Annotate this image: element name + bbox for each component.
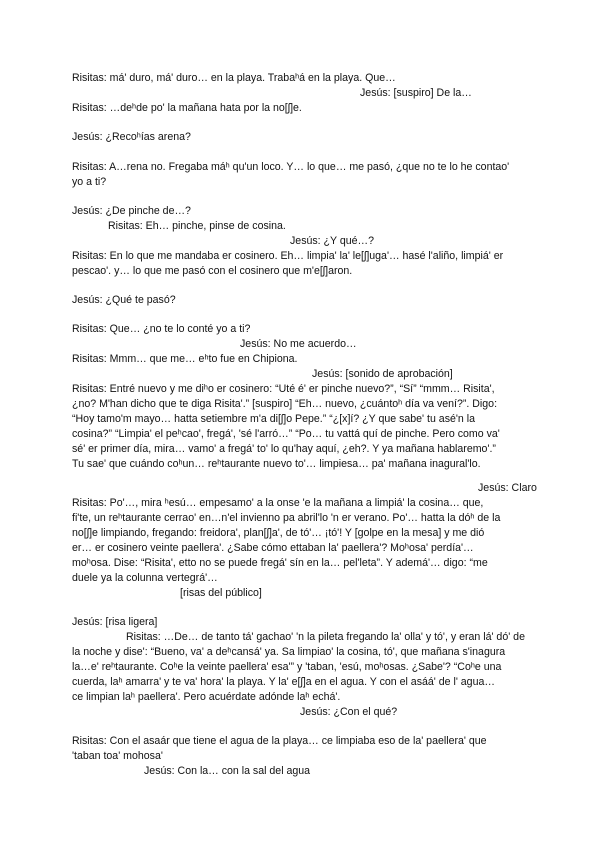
transcript-line: Risitas: Que… ¿no te lo conté yo a ti? — [72, 323, 251, 335]
transcript-line: Risitas: …deʰde po' la mañana hata por la no[ʃ]e. — [72, 102, 302, 114]
transcript-line: [risas del público] — [180, 587, 262, 599]
transcript-line: ¿no? M'han dicho que te diga Risita'.” [suspiro] “Eh… nuevo, ¿cuántoʰ día va vení?”. Digo: — [72, 398, 498, 410]
transcript-line: Jesús: Con la… con la sal del agua — [144, 765, 311, 777]
transcript-line: Risitas: Mmm… que me… eʰto fue en Chipiona. — [72, 353, 298, 365]
transcript-line: Risitas: A…rena no. Fregaba máʰ qu'un loco. Y… lo que… me pasó, ¿que no te lo he contao' — [72, 161, 510, 173]
transcript-line: no[ʃ]e limpiando, fregando: freidora', plan[ʃ]a', de tó'… ¡tó'! Y [golpe en la mesa] y me dió — [72, 527, 485, 539]
transcript-line: Jesús: ¿Recoʰías arena? — [72, 131, 191, 143]
transcript-line: Risitas: Con el asaár que tiene el agua de la playa… ce limpiaba eso de la' paellera' que — [72, 735, 487, 747]
transcript-line: fi'te, un reʰtaurante cerrao' en…n'el invienno pa abril'lo 'n er verano. Po'… hatta la dóʰ de la — [72, 512, 501, 524]
transcript-line: moʰosa. Dise: “Risita', etto no se puede fregá' sín en la… pel'leta”. Y ademá'… digo: “me — [72, 557, 488, 569]
transcript-line: sé' er primer día, mira… vamo' a fregá' to' lo qu'hay aquí, ¿eh?. Y ya mañana hablaremo'.” — [72, 443, 496, 455]
transcript-line: Jesús: ¿Y qué…? — [290, 235, 375, 247]
transcript-line: Risitas: Eh… pinche, pinse de cosina. — [108, 220, 286, 232]
transcript-line: Jesús: No me acuerdo… — [240, 338, 357, 350]
transcript-line: “Hoy tamo'm mayo… hatta setiembre m'a di[ʃ]o Pepe.” “¿[x]í? ¿Y que sabe' tu asé'n la — [72, 413, 475, 425]
transcript-line: cuerda, laʰ amarra' y te va' hora' la playa. Y la' e[ʃ]a en el agua. Y con el asáá' de l' agua… — [72, 676, 495, 688]
transcript-line: duele ya la colunna vertegrá'… — [72, 572, 218, 584]
transcript-line: Jesús: Claro — [478, 482, 537, 494]
transcript-line: cosina?” “Limpia' el peʰcao', fregá', 'sé l'arró…” “Po… tu vattá quí de pinche. Pero como va' — [72, 428, 500, 440]
transcript-line: Risitas: má' duro, má' duro… en la playa. Trabaʰá en la playa. Que… — [72, 72, 396, 84]
transcript-line: la…e' reʰtaurante. Coʰe la veinte paellera' esa'” y 'taban, 'esú, moʰosas. ¿Sabe'? “Coʰe una — [72, 661, 502, 673]
transcript-line: Risitas: …De… de tanto tá' gachao' 'n la pileta fregando la' olla' y tó', y eran lá' dó' de — [126, 631, 525, 643]
transcript-line: Jesús: ¿Qué te pasó? — [72, 294, 176, 306]
transcript-line: Jesús: [suspiro] De la… — [360, 87, 472, 99]
transcript-line: Jesús: [risa ligera] — [72, 616, 158, 628]
transcript-line: er… er cosinero veinte paellera'. ¿Sabe cómo ettaban la' paellera'? Moʰosa' perdía'… — [72, 542, 474, 554]
transcript-line: la noche y dise': “Bueno, va' a deʰcansá' ya. Sa limpiao' la cosina, tó', que mañana s'inagura — [72, 646, 506, 658]
transcript-line: Jesús: [sonido de aprobación] — [312, 368, 453, 380]
transcript-line: Tu sae' que cuándo coʰun… reʰtaurante nuevo to'… limpiesa… pa' mañana inagural'lo. — [72, 458, 481, 470]
transcript-line: Jesús: ¿De pinche de…? — [72, 205, 191, 217]
transcript-line: Risitas: Entré nuevo y me diʰo er cosinero: “Uté é' er pinche nuevo?”, “Sí” “mmm… Risita', — [72, 383, 495, 395]
transcript-line: Risitas: En lo que me mandaba er cosinero. Eh… limpia' la' le[ʃ]uga'… hasé l'aliño, limpiá' er — [72, 250, 504, 262]
transcript-line: 'taban toa' mohosa' — [72, 750, 163, 762]
transcript-line: Risitas: Po'…, mira ʰesú… empesamo' a la onse 'e la mañana a limpiá' la cosina… que, — [72, 497, 484, 509]
transcript-line: Jesús: ¿Con el qué? — [300, 706, 398, 718]
transcript-line: ce limpian laʰ paellera'. Pero acuérdate adónde laʰ echá'. — [72, 691, 341, 703]
transcript-line: pescao'. y… lo que me pasó con el cosinero que m'e[ʃ]aron. — [72, 265, 353, 277]
transcript-line: yo a ti? — [72, 176, 107, 188]
